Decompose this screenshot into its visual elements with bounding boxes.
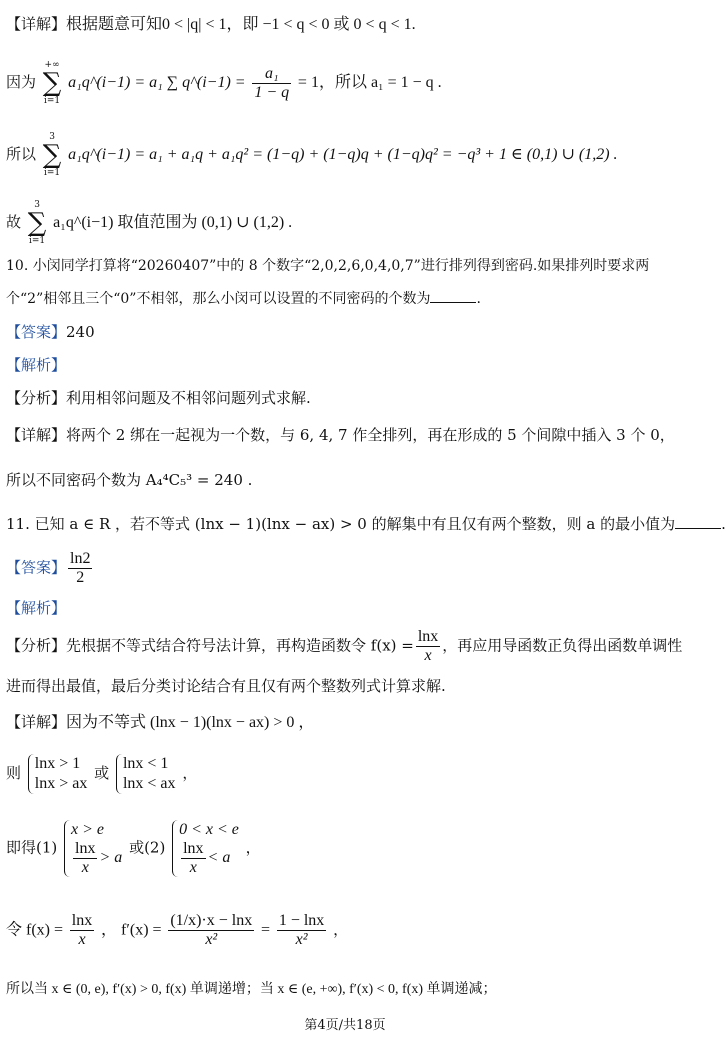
sys2-a1: x > e	[71, 821, 105, 838]
sys2-b2-rel: < a	[207, 849, 231, 867]
q11-answer	[6, 550, 94, 587]
q11-line	[6, 514, 726, 534]
q10-answer	[6, 322, 95, 342]
q11-xiangjie	[6, 712, 314, 733]
sys2-b2-den: x	[189, 859, 197, 876]
fenxi-tag: 【分析】	[6, 389, 67, 407]
answer-tag-2: 【答案】	[6, 558, 67, 577]
sys2-brace-a	[64, 820, 122, 877]
sys2-b2-frac	[181, 840, 205, 877]
deriv-end: ，	[333, 920, 349, 939]
l3-pre: 所以	[6, 145, 37, 163]
deriv-f-num: lnx	[71, 912, 93, 929]
deriv-mid: ， f′(x) =	[101, 921, 162, 939]
sys2-a2-frac	[73, 840, 97, 877]
q11-fenxi-den: x	[424, 647, 432, 664]
q10-jiexi: 【解析】	[6, 356, 67, 374]
sys1-or: 或	[94, 764, 110, 782]
sys1-b1: lnx < 1	[122, 755, 169, 772]
sys2-b2-num: lnx	[183, 840, 204, 857]
deriv-res-num: 1 − lnx	[278, 912, 325, 929]
sum-lower: i=1	[44, 96, 61, 106]
deriv-pre: 令 f(x) =	[6, 921, 64, 939]
sum3-lower: i=1	[44, 168, 61, 178]
deriv-eq: =	[261, 921, 271, 939]
q11-xj-text: 因为不等式 (lnx − 1)(lnx − ax) > 0 ，	[66, 714, 315, 731]
q11-fenxi	[6, 628, 682, 665]
answer-tag: 【答案】	[6, 323, 67, 341]
l4-pre: 故	[6, 213, 22, 231]
deriv-f-den: x	[78, 931, 86, 948]
q10-line2-end: .	[476, 291, 481, 307]
sys2-a2-den: x	[81, 859, 89, 876]
q11-answer-num: ln2	[70, 550, 91, 567]
sys2-pre: 即得(1)	[6, 838, 58, 857]
sys1-brace-b	[116, 754, 176, 794]
sum-symbol: +∞ ∑ i=1	[42, 60, 62, 106]
system-2	[6, 820, 261, 877]
sys1-brace-a	[28, 754, 88, 794]
xiangjie-tag-2: 【详解】	[6, 426, 67, 444]
deriv-big-frac	[168, 912, 254, 949]
q11-fenxi-frac	[416, 628, 440, 665]
l3-math: a₁q^(i−1) = a₁ + a₁q + a₁q² = (1−q) + (1−q)q + (1−q)q² = −q³ + 1 ∈ (0,1) ∪ (1,2) .	[68, 146, 618, 163]
q10-answer-value: 240	[66, 323, 95, 341]
deriv-res-den: x²	[295, 931, 308, 948]
sum-symbol-3: 3 ∑ i=1	[42, 132, 62, 178]
answer-blank	[430, 288, 476, 303]
sys1-a1: lnx > 1	[34, 755, 81, 772]
derivative-line	[6, 912, 348, 949]
q11-jiexi: 【解析】	[6, 599, 67, 617]
l2	[6, 60, 442, 106]
fenxi-tag-2: 【分析】	[6, 636, 67, 655]
l2-post: = 1，所以 a₁ = 1 − q .	[297, 74, 442, 91]
q11-fenxi-num: lnx	[417, 628, 439, 645]
page-footer: 第4页/共18页	[304, 1018, 386, 1033]
q11-text: 11. 已知 a ∈ R ，若不等式 (lnx − 1)(lnx − ax) > 0 的解集中有且仅有两个整数，则 a 的最小值为	[6, 515, 676, 533]
sum-symbol-4: 3 ∑ i=1	[27, 200, 47, 246]
xiangjie-tag: 【详解】	[6, 15, 67, 33]
q11-answer-den: 2	[76, 569, 85, 586]
l1-text: 根据题意可知0 < |q| < 1，即 −1 < q < 0 或 0 < q < 1.	[66, 16, 416, 33]
q10-xiangjie-text: 将两个 2 绑在一起视为一个数，与 6, 4, 7 作全排列，再在形成的 5 个间隙中插入 3 个 0，	[66, 426, 675, 444]
l1	[6, 14, 416, 35]
sys2-end: ，	[245, 838, 261, 857]
deriv-big-num: (1/x)·x − lnx	[170, 912, 253, 929]
sys2-or: 或(2)	[129, 838, 166, 857]
sum4-upper: 3	[34, 200, 40, 210]
sum4-lower: i=1	[29, 236, 46, 246]
l3	[6, 132, 618, 178]
deriv-f-frac	[70, 912, 94, 949]
xiangjie-tag-3: 【详解】	[6, 713, 67, 731]
sys2-brace-b	[172, 820, 239, 877]
sys1-pre: 则	[6, 764, 22, 782]
q11-fenxi-post: ，再应用导函数正负得出函数单调性	[442, 636, 683, 655]
q10-line2-text: 个“2”相邻且三个“0”不相邻，那么小闵可以设置的不同密码的个数为	[6, 291, 431, 307]
monotonicity: 所以当 x ∈ (0, e), f′(x) > 0, f(x) 单调递增；当 x ∈ (e, +∞), f′(x) < 0, f(x) 单调递减；	[6, 982, 497, 997]
q10-result: 所以不同密码个数为 A₄⁴C₅³ = 240 .	[6, 471, 253, 489]
l2-num: a₁	[252, 65, 291, 84]
q10-line2	[6, 288, 481, 309]
l2-den: 1 − q	[254, 83, 290, 101]
sys2-a2-num: lnx	[75, 840, 96, 857]
q10-fenxi-text: 利用相邻问题及不相邻问题列式求解.	[66, 389, 311, 407]
q10-fenxi	[6, 388, 311, 408]
sum3-upper: 3	[49, 132, 55, 142]
l2-pre: 因为	[6, 73, 37, 91]
q11-answer-frac	[68, 550, 92, 587]
l4	[6, 200, 292, 246]
sys1-b2: lnx < ax	[122, 775, 176, 792]
system-1	[6, 754, 197, 794]
sum-upper: +∞	[44, 60, 60, 70]
q11-fenxi-pre: 先根据不等式结合符号法计算，再构造函数令 f(x) =	[66, 636, 414, 655]
sys2-a2-rel: > a	[99, 849, 123, 867]
answer-blank-2	[675, 514, 721, 529]
sys1-end: ，	[182, 764, 198, 782]
q11-line-end: .	[721, 515, 726, 533]
l4-math: a₁q^(i−1) 取值范围为 (0,1) ∪ (1,2) .	[53, 214, 293, 231]
deriv-res-frac	[277, 912, 326, 949]
l2-math: a₁q^(i−1) = a₁ ∑ q^(i−1) =	[68, 74, 246, 91]
deriv-big-den: x²	[205, 931, 218, 948]
q10-line1: 10. 小闵同学打算将“20260407”中的 8 个数字“2,0,2,6,0,4,0,7”进行排列得到密码.如果排列时要求两	[6, 258, 650, 274]
l2-frac	[252, 65, 291, 102]
sys1-a2: lnx > ax	[34, 775, 88, 792]
q11-fenxi-line2: 进而得出最值，最后分类讨论结合有且仅有两个整数列式计算求解.	[6, 677, 446, 695]
q10-xiangjie	[6, 425, 675, 445]
sys2-b1: 0 < x < e	[179, 821, 239, 838]
